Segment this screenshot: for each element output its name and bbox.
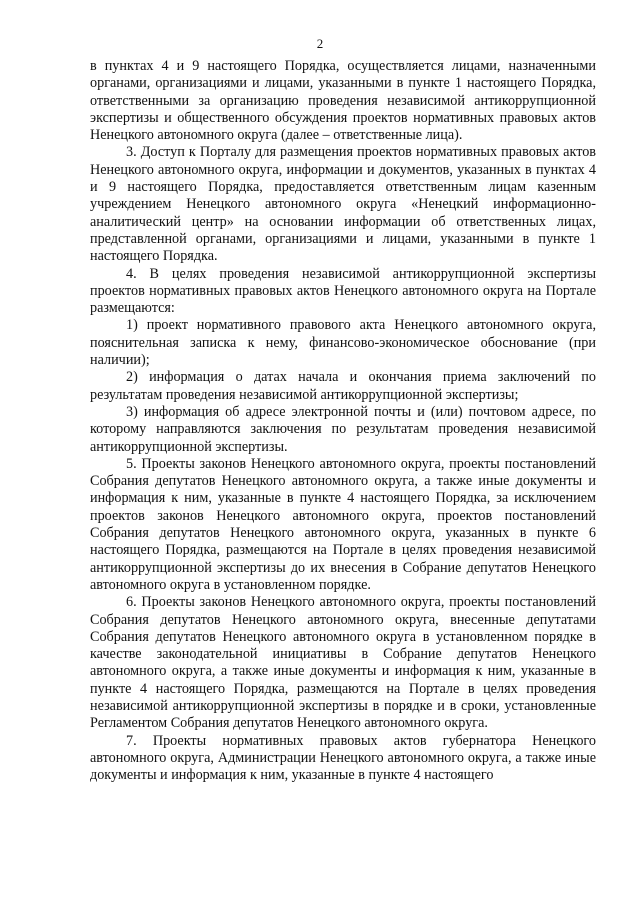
paragraph-7: 7. Проекты нормативных правовых актов губернатора Ненецкого автономного округа, Администрации Ненецкого автономного округа, а также иные документы и информация к ним, указанные в пункте 4 настоящего	[90, 732, 596, 784]
paragraph-5: 5. Проекты законов Ненецкого автономного округа, проекты постановлений Собрания депутатов Ненецкого автономного округа, а также иные документы и информация к ним, указанные в пункте 4 настоящего Порядка, за исключением проектов законов Ненецкого автономного округа, проектов постановлений Собрания депутатов Ненецкого автономного округа, указанных в пункте 6 настоящего Порядка, размещаются на Портале в целях проведения независимой антикоррупционной экспертизы до их внесения в Собрание депутатов Ненецкого автономного округа в установленном порядке.	[90, 455, 596, 593]
paragraph-4-item-3: 3) информация об адресе электронной почты и (или) почтовом адресе, по которому направляются заключения по результатам проведения независимой антикоррупционной экспертизы.	[90, 403, 596, 455]
paragraph-6: 6. Проекты законов Ненецкого автономного округа, проекты постановлений Собрания депутатов Ненецкого автономного округа, внесенные депутатами Собрания депутатов Ненецкого автономного округа в установленном порядке в качестве законодательной инициативы в Собрание депутатов Ненецкого автономного округа, а также иные документы и информация к ним, указанные в пункте 4 настоящего Порядка, размещаются на Портале в целях проведения независимой антикоррупционной экспертизы в порядке и в сроки, установленные Регламентом Собрания депутатов Ненецкого автономного округа.	[90, 594, 596, 732]
paragraph-4-item-2: 2) информация о датах начала и окончания приема заключений по результатам проведения независимой антикоррупционной экспертизы;	[90, 369, 596, 403]
page-number: 2	[316, 36, 324, 51]
paragraph-4-item-1: 1) проект нормативного правового акта Ненецкого автономного округа, пояснительная записка к нему, финансово-экономическое обоснование (при наличии);	[90, 317, 596, 369]
paragraph-4: 4. В целях проведения независимой антикоррупционной экспертизы проектов нормативных правовых актов Ненецкого автономного округа на Портале размещаются:	[90, 265, 596, 317]
document-body	[90, 58, 596, 784]
paragraph-3: 3. Доступ к Порталу для размещения проектов нормативных правовых актов Ненецкого автономного округа, информации и документов, указанных в пунктах 4 и 9 настоящего Порядка, предоставляется ответственным лицам казенным учреждением Ненецкого автономного округа «Ненецкий информационно-аналитический центр» на основании информации об ответственных лицах, представленной органами, организациями и лицами, указанными в пункте 1 настоящего Порядка.	[90, 144, 596, 265]
paragraph-continuation: в пунктах 4 и 9 настоящего Порядка, осуществляется лицами, назначенными органами, организациями и лицами, указанными в пункте 1 настоящего Порядка, ответственными за организацию проведения независимой антикоррупционной экспертизы и общественного обсуждения проектов нормативных правовых актов Ненецкого автономного округа (далее – ответственные лица).	[90, 58, 596, 144]
